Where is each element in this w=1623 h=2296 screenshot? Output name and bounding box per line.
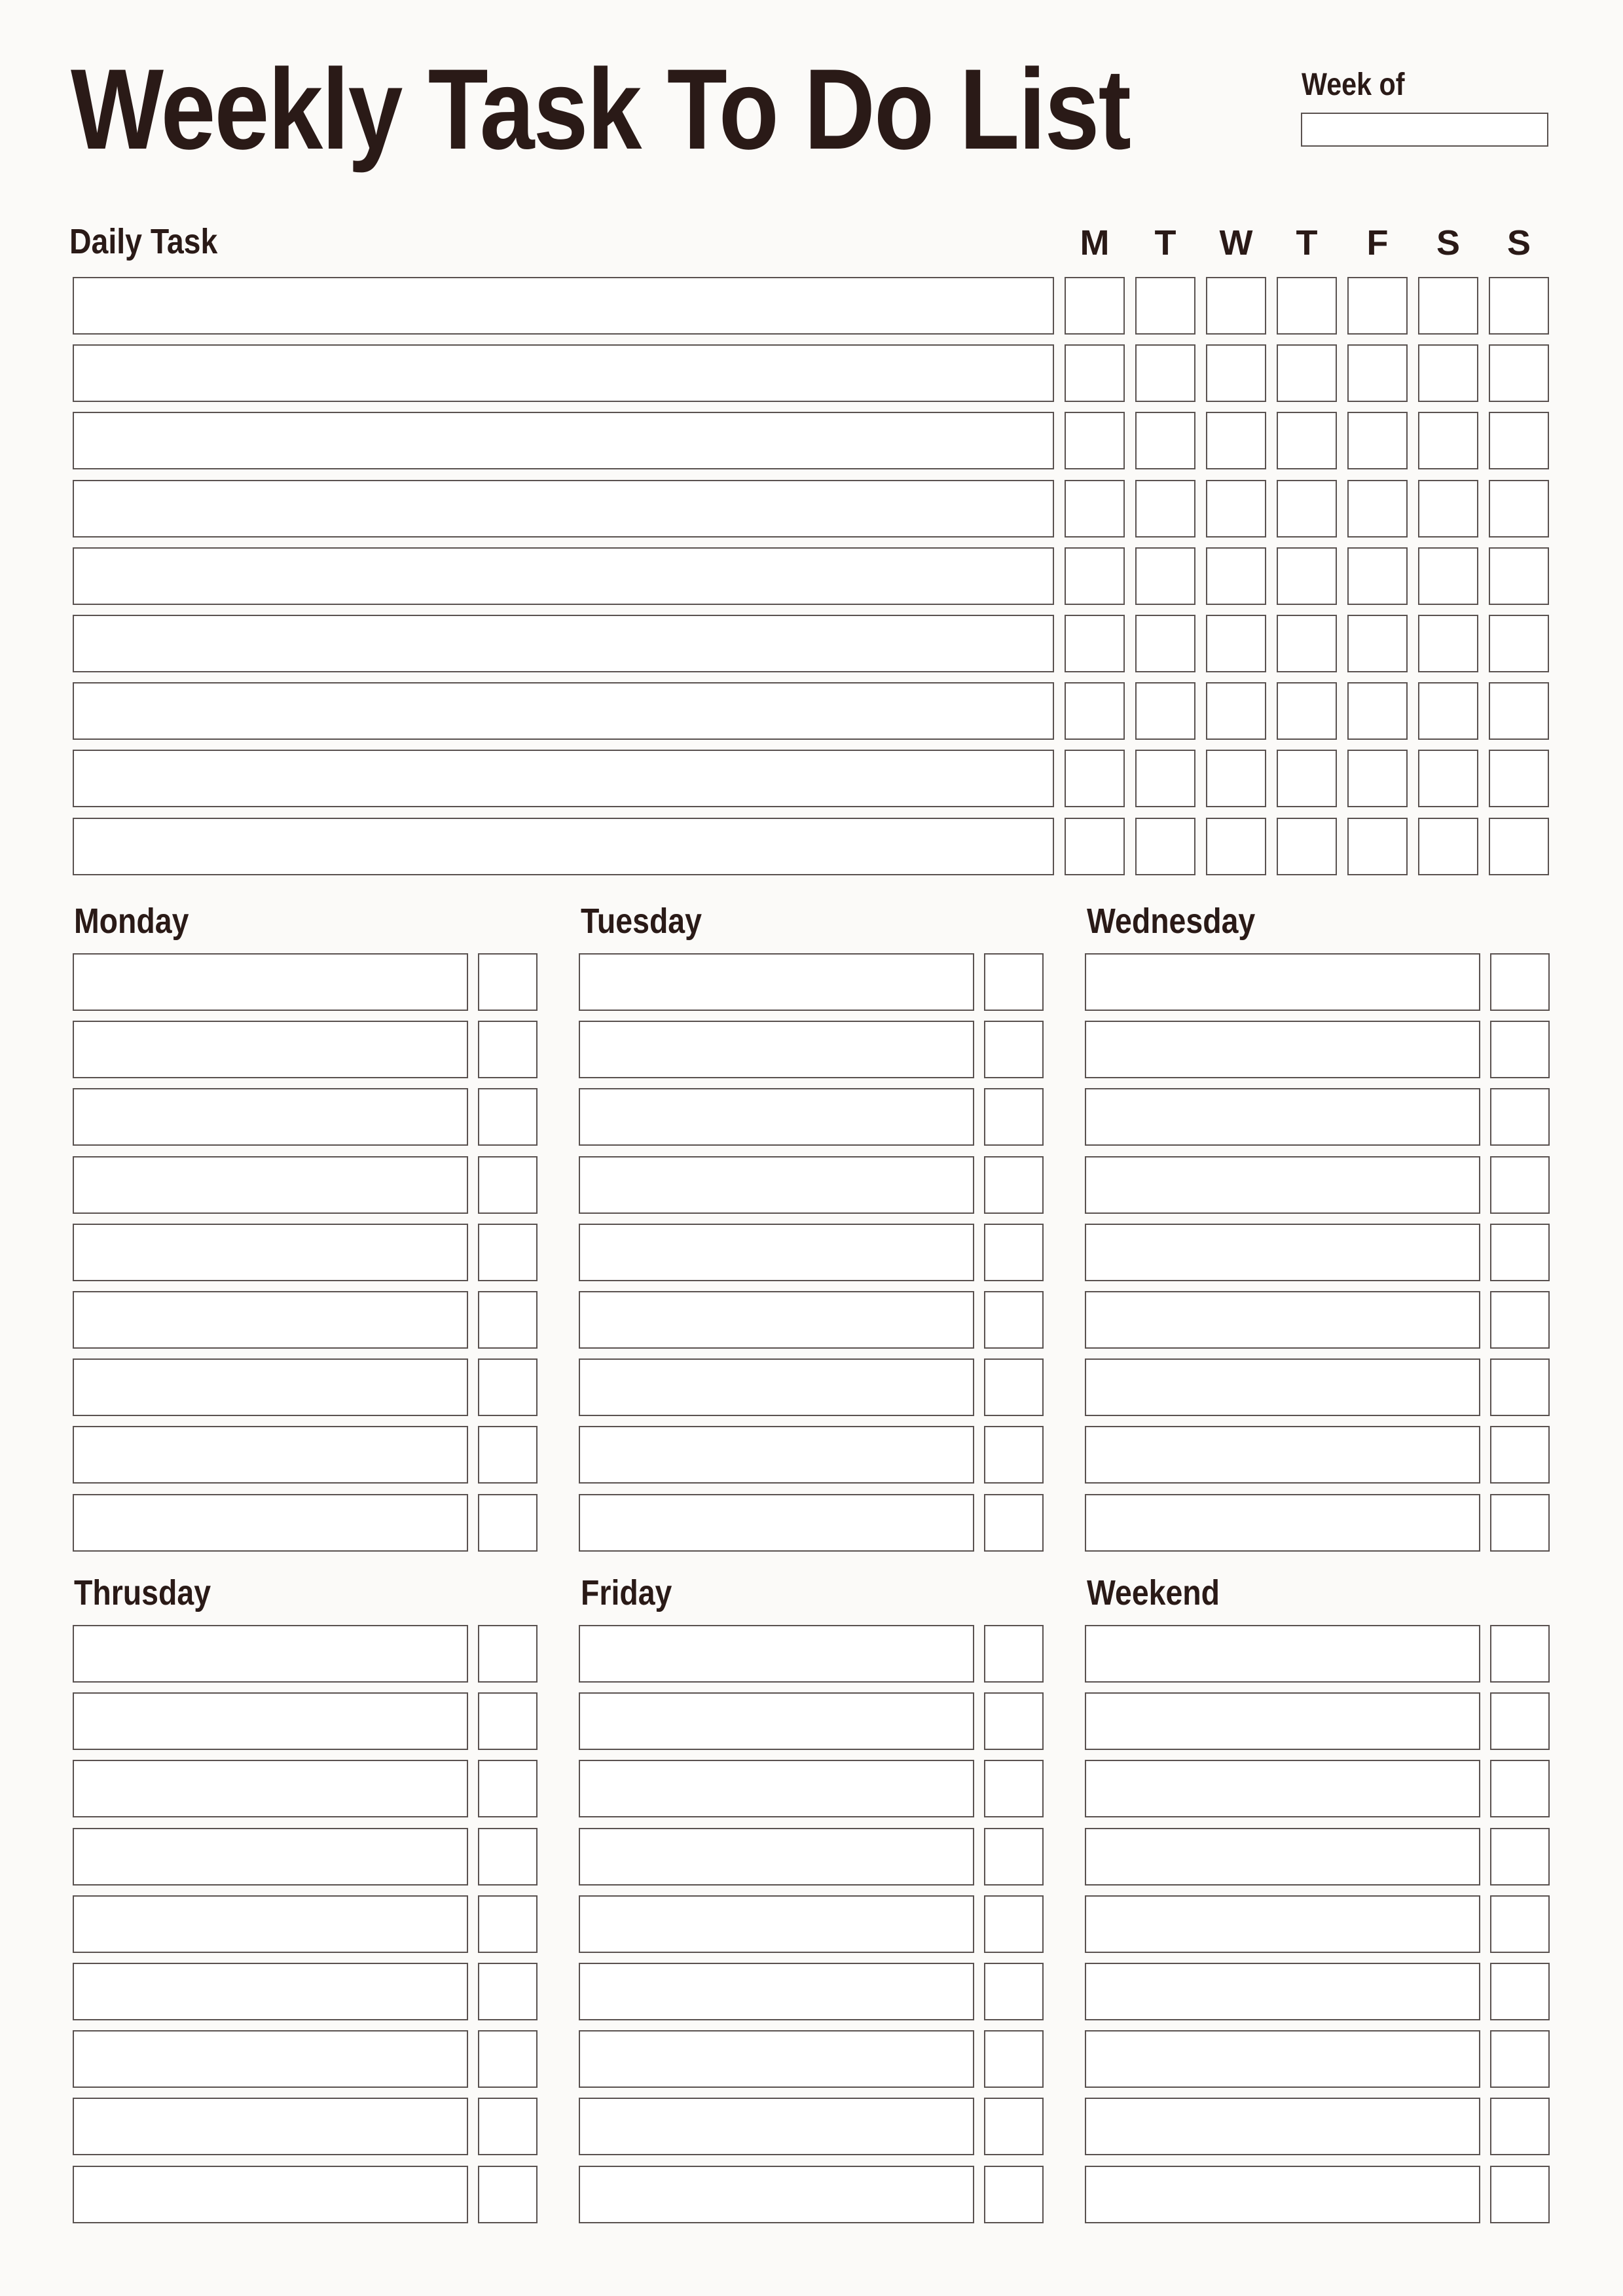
daily-checkbox-thursday[interactable] — [1277, 344, 1337, 402]
weekend-task-field[interactable] — [1085, 1963, 1480, 2020]
daily-checkbox-saturday[interactable] — [1418, 818, 1478, 875]
day-letter-monday: M — [1080, 223, 1110, 263]
daily-checkbox-sunday[interactable] — [1489, 615, 1549, 672]
friday-checkbox[interactable] — [984, 1625, 1044, 1683]
daily-checkbox-saturday[interactable] — [1418, 412, 1478, 469]
thursday-checkbox[interactable] — [478, 2098, 538, 2155]
daily-checkbox-wednesday[interactable] — [1206, 547, 1266, 605]
friday-checkbox[interactable] — [984, 1895, 1044, 1953]
tuesday-checkbox[interactable] — [984, 1156, 1044, 1214]
daily-checkbox-saturday[interactable] — [1418, 480, 1478, 538]
weekend-checkbox[interactable] — [1490, 2098, 1550, 2155]
day-letter-friday: F — [1366, 223, 1389, 263]
weekend-checkbox[interactable] — [1490, 1895, 1550, 1953]
section-label-weekend: Weekend — [1087, 1573, 1220, 1613]
daily-checkbox-saturday[interactable] — [1418, 277, 1478, 335]
monday-checkbox[interactable] — [478, 1156, 538, 1214]
weekend-checkbox[interactable] — [1490, 1625, 1550, 1683]
weekend-task-field[interactable] — [1085, 2166, 1480, 2223]
day-letter-wednesday: W — [1219, 223, 1253, 263]
daily-checkbox-thursday[interactable] — [1277, 480, 1337, 538]
wednesday-checkbox[interactable] — [1490, 1426, 1550, 1484]
thursday-task-field[interactable] — [73, 2030, 468, 2088]
tuesday-task-field[interactable] — [579, 1426, 974, 1484]
monday-checkbox[interactable] — [478, 1021, 538, 1078]
daily-checkbox-tuesday[interactable] — [1135, 277, 1195, 335]
tuesday-task-field[interactable] — [579, 1021, 974, 1078]
thursday-checkbox[interactable] — [478, 2030, 538, 2088]
day-letter-thursday: T — [1296, 223, 1318, 263]
weekend-task-field[interactable] — [1085, 1692, 1480, 1750]
daily-task-label: Daily Task — [69, 222, 218, 261]
monday-task-field[interactable] — [73, 1494, 468, 1552]
tuesday-checkbox[interactable] — [984, 1426, 1044, 1484]
daily-checkbox-thursday[interactable] — [1277, 615, 1337, 672]
daily-checkbox-monday[interactable] — [1065, 818, 1125, 875]
daily-checkbox-sunday[interactable] — [1489, 480, 1549, 538]
daily-task-field[interactable] — [73, 412, 1054, 469]
daily-checkbox-sunday[interactable] — [1489, 547, 1549, 605]
weekend-checkbox[interactable] — [1490, 2030, 1550, 2088]
monday-checkbox[interactable] — [478, 1358, 538, 1416]
friday-task-field[interactable] — [579, 1963, 974, 2020]
thursday-task-field[interactable] — [73, 1828, 468, 1886]
daily-checkbox-monday[interactable] — [1065, 412, 1125, 469]
monday-task-field[interactable] — [73, 1426, 468, 1484]
thursday-checkbox[interactable] — [478, 1895, 538, 1953]
daily-checkbox-monday[interactable] — [1065, 344, 1125, 402]
monday-checkbox[interactable] — [478, 1088, 538, 1146]
friday-task-field[interactable] — [579, 2098, 974, 2155]
daily-checkbox-wednesday[interactable] — [1206, 412, 1266, 469]
daily-checkbox-friday[interactable] — [1347, 277, 1408, 335]
daily-task-field[interactable] — [73, 818, 1054, 875]
daily-checkbox-monday[interactable] — [1065, 682, 1125, 740]
weekend-checkbox[interactable] — [1490, 1828, 1550, 1886]
thursday-task-field[interactable] — [73, 1625, 468, 1683]
daily-checkbox-sunday[interactable] — [1489, 344, 1549, 402]
daily-checkbox-sunday[interactable] — [1489, 750, 1549, 807]
wednesday-checkbox[interactable] — [1490, 1358, 1550, 1416]
daily-checkbox-tuesday[interactable] — [1135, 480, 1195, 538]
wednesday-task-field[interactable] — [1085, 1088, 1480, 1146]
weekend-task-field[interactable] — [1085, 2030, 1480, 2088]
monday-task-field[interactable] — [73, 1224, 468, 1281]
section-label-monday: Monday — [74, 902, 189, 941]
weekend-checkbox[interactable] — [1490, 1963, 1550, 2020]
friday-checkbox[interactable] — [984, 1760, 1044, 1817]
section-label-thursday: Thrusday — [74, 1573, 211, 1613]
weekend-task-field[interactable] — [1085, 1760, 1480, 1817]
daily-checkbox-monday[interactable] — [1065, 547, 1125, 605]
section-label-wednesday: Wednesday — [1087, 902, 1256, 941]
friday-task-field[interactable] — [579, 1760, 974, 1817]
monday-checkbox[interactable] — [478, 953, 538, 1011]
wednesday-checkbox[interactable] — [1490, 1494, 1550, 1552]
wednesday-checkbox[interactable] — [1490, 1021, 1550, 1078]
daily-checkbox-tuesday[interactable] — [1135, 547, 1195, 605]
daily-checkbox-thursday[interactable] — [1277, 412, 1337, 469]
daily-checkbox-tuesday[interactable] — [1135, 750, 1195, 807]
monday-checkbox[interactable] — [478, 1291, 538, 1349]
daily-checkbox-tuesday[interactable] — [1135, 818, 1195, 875]
daily-checkbox-friday[interactable] — [1347, 750, 1408, 807]
daily-checkbox-friday[interactable] — [1347, 412, 1408, 469]
daily-checkbox-friday[interactable] — [1347, 344, 1408, 402]
wednesday-checkbox[interactable] — [1490, 1088, 1550, 1146]
thursday-checkbox[interactable] — [478, 1692, 538, 1750]
daily-checkbox-monday[interactable] — [1065, 277, 1125, 335]
page-title: Weekly Task To Do List — [71, 46, 1131, 173]
tuesday-checkbox[interactable] — [984, 1358, 1044, 1416]
wednesday-task-field[interactable] — [1085, 1224, 1480, 1281]
friday-checkbox[interactable] — [984, 1692, 1044, 1750]
monday-task-field[interactable] — [73, 1156, 468, 1214]
daily-task-field[interactable] — [73, 344, 1054, 402]
friday-checkbox[interactable] — [984, 2098, 1044, 2155]
thursday-checkbox[interactable] — [478, 1760, 538, 1817]
wednesday-checkbox[interactable] — [1490, 953, 1550, 1011]
weekend-checkbox[interactable] — [1490, 1760, 1550, 1817]
daily-checkbox-saturday[interactable] — [1418, 750, 1478, 807]
day-letter-tuesday: T — [1154, 223, 1176, 263]
daily-checkbox-sunday[interactable] — [1489, 818, 1549, 875]
week-of-label: Week of — [1302, 67, 1405, 102]
daily-checkbox-saturday[interactable] — [1418, 682, 1478, 740]
friday-checkbox[interactable] — [984, 2166, 1044, 2223]
monday-task-field[interactable] — [73, 1088, 468, 1146]
wednesday-task-field[interactable] — [1085, 1021, 1480, 1078]
daily-task-field[interactable] — [73, 750, 1054, 807]
daily-checkbox-wednesday[interactable] — [1206, 480, 1266, 538]
monday-task-field[interactable] — [73, 953, 468, 1011]
tuesday-checkbox[interactable] — [984, 1224, 1044, 1281]
thursday-checkbox[interactable] — [478, 1963, 538, 2020]
friday-task-field[interactable] — [579, 1895, 974, 1953]
thursday-checkbox[interactable] — [478, 1828, 538, 1886]
thursday-task-field[interactable] — [73, 1963, 468, 2020]
section-label-tuesday: Tuesday — [581, 902, 702, 941]
daily-task-field[interactable] — [73, 547, 1054, 605]
tuesday-checkbox[interactable] — [984, 1291, 1044, 1349]
week-of-field[interactable] — [1301, 113, 1548, 147]
friday-task-field[interactable] — [579, 2166, 974, 2223]
day-letter-saturday: S — [1436, 223, 1461, 263]
wednesday-task-field[interactable] — [1085, 1494, 1480, 1552]
daily-checkbox-tuesday[interactable] — [1135, 412, 1195, 469]
thursday-task-field[interactable] — [73, 1760, 468, 1817]
wednesday-task-field[interactable] — [1085, 1291, 1480, 1349]
daily-checkbox-wednesday[interactable] — [1206, 344, 1266, 402]
daily-checkbox-friday[interactable] — [1347, 818, 1408, 875]
weekend-task-field[interactable] — [1085, 2098, 1480, 2155]
day-letter-sunday: S — [1506, 223, 1531, 263]
section-label-friday: Friday — [581, 1573, 672, 1613]
thursday-task-field[interactable] — [73, 1692, 468, 1750]
friday-checkbox[interactable] — [984, 2030, 1044, 2088]
daily-checkbox-saturday[interactable] — [1418, 344, 1478, 402]
daily-checkbox-wednesday[interactable] — [1206, 682, 1266, 740]
friday-checkbox[interactable] — [984, 1963, 1044, 2020]
wednesday-task-field[interactable] — [1085, 953, 1480, 1011]
daily-checkbox-friday[interactable] — [1347, 547, 1408, 605]
daily-checkbox-saturday[interactable] — [1418, 547, 1478, 605]
friday-task-field[interactable] — [579, 1692, 974, 1750]
thursday-checkbox[interactable] — [478, 2166, 538, 2223]
daily-checkbox-thursday[interactable] — [1277, 277, 1337, 335]
friday-task-field[interactable] — [579, 2030, 974, 2088]
daily-checkbox-wednesday[interactable] — [1206, 615, 1266, 672]
tuesday-task-field[interactable] — [579, 1088, 974, 1146]
weekend-task-field[interactable] — [1085, 1625, 1480, 1683]
daily-checkbox-tuesday[interactable] — [1135, 615, 1195, 672]
wednesday-task-field[interactable] — [1085, 1426, 1480, 1484]
thursday-checkbox[interactable] — [478, 1625, 538, 1683]
daily-checkbox-monday[interactable] — [1065, 480, 1125, 538]
tuesday-task-field[interactable] — [579, 953, 974, 1011]
weekend-task-field[interactable] — [1085, 1895, 1480, 1953]
tuesday-checkbox[interactable] — [984, 1494, 1044, 1552]
daily-checkbox-thursday[interactable] — [1277, 750, 1337, 807]
wednesday-checkbox[interactable] — [1490, 1156, 1550, 1214]
daily-checkbox-sunday[interactable] — [1489, 277, 1549, 335]
daily-checkbox-thursday[interactable] — [1277, 818, 1337, 875]
daily-checkbox-monday[interactable] — [1065, 615, 1125, 672]
daily-checkbox-sunday[interactable] — [1489, 412, 1549, 469]
friday-task-field[interactable] — [579, 1828, 974, 1886]
wednesday-checkbox[interactable] — [1490, 1291, 1550, 1349]
daily-task-field[interactable] — [73, 682, 1054, 740]
tuesday-task-field[interactable] — [579, 1224, 974, 1281]
daily-checkbox-wednesday[interactable] — [1206, 818, 1266, 875]
monday-checkbox[interactable] — [478, 1426, 538, 1484]
weekend-checkbox[interactable] — [1490, 2166, 1550, 2223]
tuesday-task-field[interactable] — [579, 1156, 974, 1214]
tuesday-task-field[interactable] — [579, 1358, 974, 1416]
daily-checkbox-saturday[interactable] — [1418, 615, 1478, 672]
tuesday-task-field[interactable] — [579, 1494, 974, 1552]
daily-checkbox-wednesday[interactable] — [1206, 750, 1266, 807]
wednesday-task-field[interactable] — [1085, 1156, 1480, 1214]
daily-task-field[interactable] — [73, 277, 1054, 335]
daily-checkbox-thursday[interactable] — [1277, 547, 1337, 605]
thursday-task-field[interactable] — [73, 1895, 468, 1953]
daily-checkbox-friday[interactable] — [1347, 480, 1408, 538]
daily-checkbox-monday[interactable] — [1065, 750, 1125, 807]
daily-checkbox-thursday[interactable] — [1277, 682, 1337, 740]
tuesday-checkbox[interactable] — [984, 1021, 1044, 1078]
tuesday-checkbox[interactable] — [984, 953, 1044, 1011]
daily-checkbox-friday[interactable] — [1347, 682, 1408, 740]
monday-checkbox[interactable] — [478, 1494, 538, 1552]
weekend-task-field[interactable] — [1085, 1828, 1480, 1886]
daily-checkbox-sunday[interactable] — [1489, 682, 1549, 740]
friday-task-field[interactable] — [579, 1625, 974, 1683]
thursday-task-field[interactable] — [73, 2166, 468, 2223]
wednesday-task-field[interactable] — [1085, 1358, 1480, 1416]
tuesday-task-field[interactable] — [579, 1291, 974, 1349]
weekend-checkbox[interactable] — [1490, 1692, 1550, 1750]
thursday-task-field[interactable] — [73, 2098, 468, 2155]
monday-task-field[interactable] — [73, 1358, 468, 1416]
monday-checkbox[interactable] — [478, 1224, 538, 1281]
daily-task-field[interactable] — [73, 480, 1054, 538]
monday-task-field[interactable] — [73, 1291, 468, 1349]
daily-checkbox-friday[interactable] — [1347, 615, 1408, 672]
daily-task-field[interactable] — [73, 615, 1054, 672]
daily-checkbox-wednesday[interactable] — [1206, 277, 1266, 335]
daily-checkbox-tuesday[interactable] — [1135, 344, 1195, 402]
tuesday-checkbox[interactable] — [984, 1088, 1044, 1146]
friday-checkbox[interactable] — [984, 1828, 1044, 1886]
monday-task-field[interactable] — [73, 1021, 468, 1078]
daily-checkbox-tuesday[interactable] — [1135, 682, 1195, 740]
wednesday-checkbox[interactable] — [1490, 1224, 1550, 1281]
